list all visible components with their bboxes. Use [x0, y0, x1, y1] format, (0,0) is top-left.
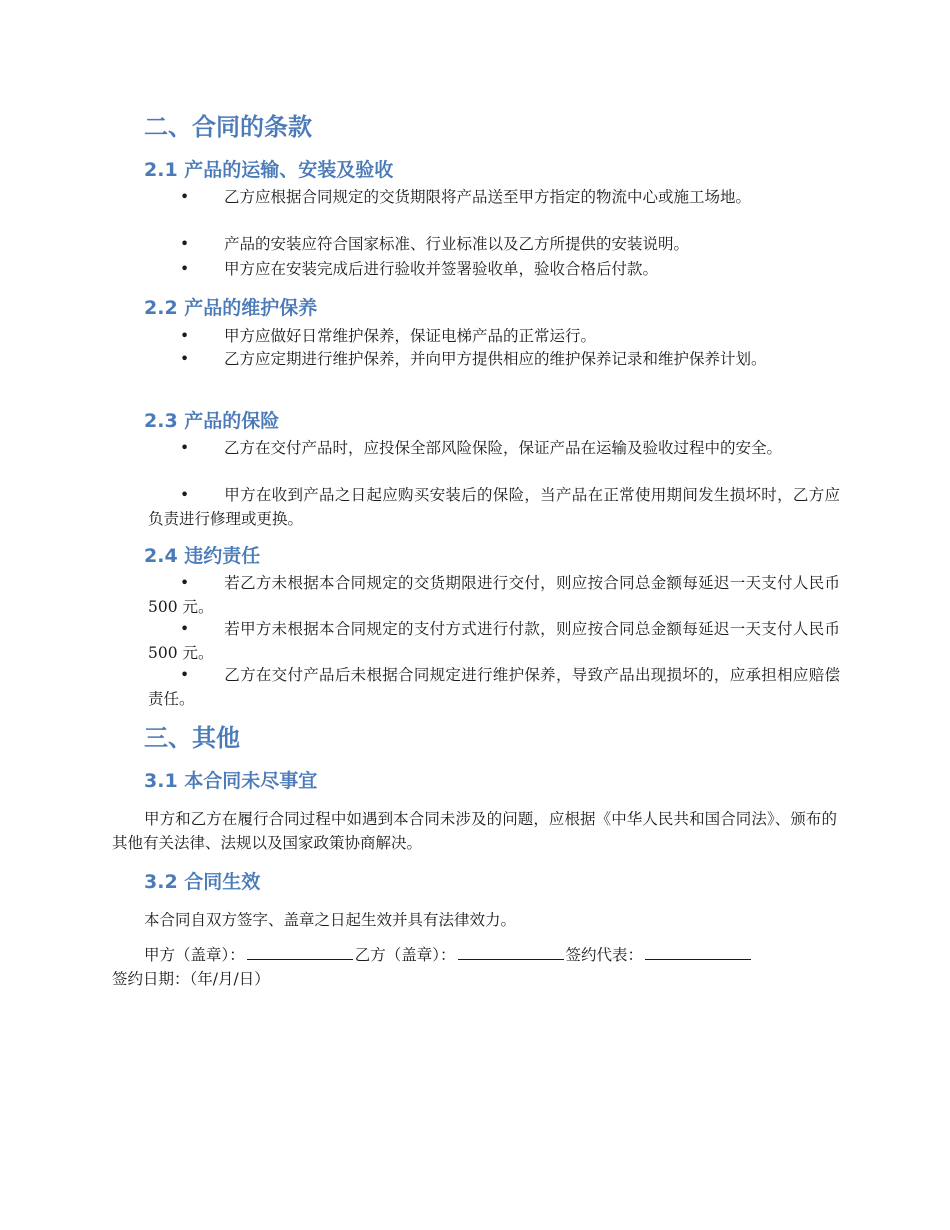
representative-label: 签约代表：	[565, 946, 644, 964]
bullet-text: 产品的安装应符合国家标准、行业标准以及乙方所提供的安装说明。	[224, 235, 690, 253]
signing-date: 签约日期：（年/月/日）	[112, 970, 270, 988]
bullet-item	[148, 232, 840, 256]
bullet-text: 若甲方未根据本合同规定的支付方式进行付款，则应按合同总金额每延迟一天支付人民币 500 元。	[148, 620, 840, 662]
bullet-text: 甲方应做好日常维护保养，保证电梯产品的正常运行。	[224, 327, 597, 345]
bullet-marker: •	[180, 486, 190, 504]
bullet-text: 甲方应在安装完成后进行验收并签署验收单，验收合格后付款。	[224, 260, 659, 278]
section-2-3-heading: 2.3 产品的保险	[144, 410, 280, 432]
bullet-marker: •	[180, 235, 190, 253]
bullet-item	[148, 571, 840, 619]
bullet-item	[148, 324, 840, 348]
bullet-text: 乙方应根据合同规定的交货期限将产品送至甲方指定的物流中心或施工场地。	[224, 188, 752, 206]
bullet-item	[148, 617, 840, 665]
bullet-item	[148, 483, 840, 531]
bullet-item	[148, 257, 840, 281]
bullet-item	[148, 436, 840, 460]
bullet-marker: •	[180, 260, 190, 278]
section-2-2-heading: 2.2 产品的维护保养	[144, 297, 318, 319]
bullet-text: 乙方在交付产品后未根据合同规定进行维护保养，导致产品出现损坏的，应承担相应赔偿责任。	[148, 666, 840, 708]
party-b-label: 乙方（盖章）：	[354, 946, 456, 964]
bullet-item	[148, 663, 840, 711]
section-3-1-text: 甲方和乙方在履行合同过程中如遇到本合同未涉及的问题，应根据《中华人民共和国合同法》、颁布的其他有关法律、法规以及国家政策协商解决。	[112, 810, 837, 852]
bullet-text: 若乙方未根据本合同规定的交货期限进行交付，则应按合同总金额每延迟一天支付人民币 500 元。	[148, 574, 840, 616]
bullet-item	[148, 185, 840, 209]
section-3-2-text: 本合同自双方签字、盖章之日起生效并具有法律效力。	[144, 911, 517, 929]
section-3-1-heading: 3.1 本合同未尽事宜	[144, 770, 318, 792]
party-a-signature-line[interactable]	[247, 945, 353, 960]
party-a-label: 甲方（盖章）：	[144, 946, 245, 964]
section-3-heading: 三、其他	[144, 724, 240, 752]
section-2-heading: 二、合同的条款	[144, 113, 312, 141]
section-2-1-heading: 2.1 产品的运输、安装及验收	[144, 159, 394, 181]
bullet-text: 乙方应定期进行维护保养，并向甲方提供相应的维护保养记录和维护保养计划。	[224, 350, 767, 368]
bullet-marker: •	[180, 350, 190, 368]
section-3-2-heading: 3.2 合同生效	[144, 871, 261, 893]
bullet-marker: •	[180, 327, 190, 345]
bullet-marker: •	[180, 666, 190, 684]
bullet-text: 甲方在收到产品之日起应购买安装后的保险，当产品在正常使用期间发生损坏时，乙方应负责进行修理或更换。	[148, 486, 840, 528]
bullet-item	[148, 347, 840, 371]
bullet-marker: •	[180, 620, 190, 638]
signature-block	[112, 943, 837, 967]
section-2-4-heading: 2.4 违约责任	[144, 545, 261, 567]
bullet-marker: •	[180, 574, 190, 592]
representative-signature-line[interactable]	[645, 945, 751, 960]
bullet-marker: •	[180, 188, 190, 206]
party-b-signature-line[interactable]	[458, 945, 564, 960]
bullet-text: 乙方在交付产品时，应投保全部风险保险，保证产品在运输及验收过程中的安全。	[224, 439, 783, 457]
bullet-marker: •	[180, 439, 190, 457]
